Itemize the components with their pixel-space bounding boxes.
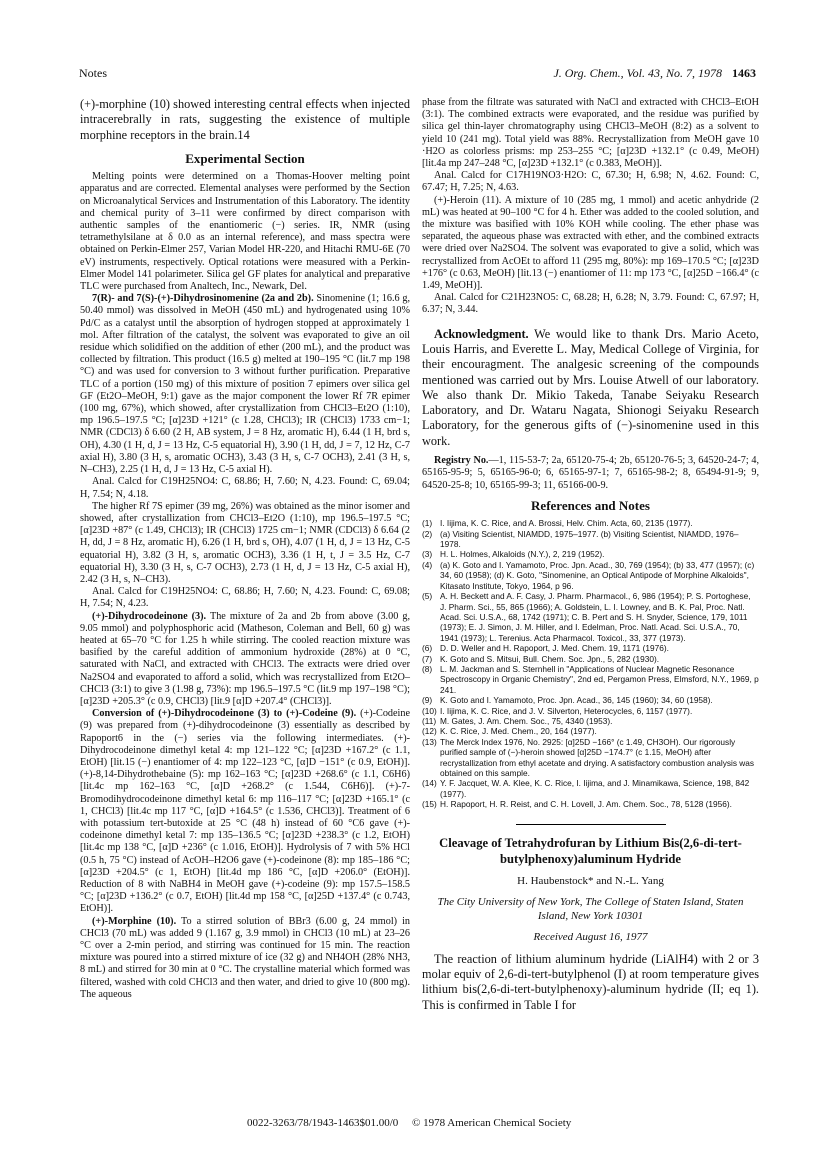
codeine-conversion-body: (+)-Codeine (9) was prepared from (+)-dihydrocodeinone (3) essentially as described by Rapoport6 in the (−) series via the following intermediates. (+)-Dihydrocodeinone dimethyl ketal 4: mp 121–122 °C; [α]23D +167.2° (c 1.1, EtOH) [lit.15 (−) enantiomer of 4: mp 122–123 °C, [α]D −151° (c 0.9, EtOH)]. (+)-8,14-Dihydrothebaine (5): mp 162–163 °C; [α]23D +268.6° (c 1.1, C6H6) [lit.4c mp 162–163 °C, [α]D +268.2° (c 1.544, C6H6)]. (+)-7-Bromodihydrocodeinone dimethyl ketal 6: mp 116–117 °C; [α]23D +165.1° (c 1, CHCl3) [lit.4c mp 117 °C, [α]D +164.5° (c 1.536, CHCl3)]. Treatment of 6 with potassium tert-butoxide at 25 °C (48 h) instead of 60 °C6 gave (+)-codeinone dimethyl ketal 7: mp 135–136.5 °C; [α]23D +238.3° (c 1.2, EtOH) [lit.4c mp 138 °C, [α]D +236° (c 1.016, EtOH)]. Hydrolysis of 7 with 5% HCl (0.5 h, 75 °C) instead of AcOH–H2O6 gave (+)-codeinone (8): mp 185–186 °C; [α]23D +204.5° (c 1, EtOH) [lit.4d mp 186 °C, [α]D +206.0° (EtOH)]. Reduction of 8 with NaBH4 in MeOH gave (+)-codeine (9): mp 157.5–158.5 °C; [α]23D +136.2° (c 0.7, EtOH) [lit.4d mp 158 °C, [α]25D +137.4° (c 0.743, EtOH)]. [80,708,410,915]
analysis-11: Anal. Calcd for C21H23NO5: C, 68.28; H, 6.28; N, 3.79. Found: C, 67.97; H, 6.37; N, 3.44. [422,292,759,316]
reference-text: H. Rapoport, H. R. Reist, and C. H. Lovell, J. Am. Chem. Soc., 78, 5128 (1956). [440,799,732,810]
next-article-received: Received August 16, 1977 [533,930,648,943]
page-number: 1463 [732,66,756,80]
reference-item [422,549,759,559]
left-column [80,97,410,1001]
reference-text: M. Gates, J. Am. Chem. Soc., 75, 4340 (1953). [440,715,613,726]
acknowledgment-paragraph [422,327,759,449]
right-column [422,97,759,1013]
analysis-2a: Anal. Calcd for C19H25NO4: C, 68.86; H, 7.60; N, 4.23. Found: C, 69.04; H, 7.54; N, 4.18. [80,476,410,500]
reference-item [422,716,759,726]
reference-number: (7) [422,653,433,664]
reference-text: D. D. Weller and H. Rapoport, J. Med. Chem. 19, 1171 (1976). [440,643,669,654]
acknowledgment-body: We would like to thank Drs. Mario Aceto, Louis Harris, and Everette L. May, Medical College of Virginia, for their encouragment. The analgesic screening of the compounds mentioned was carried out by Mrs. Louise Atwell of our laboratory. We also thank Dr. Mikio Takeda, Tanabe Seiyaku Research Laboratory, and Dr. Wataru Nagata, Shionogi Seiyaku Research Laboratory, for the generous gifts of (−)-sinomenine used in this work. [422,326,759,448]
reference-number: (11) [422,715,437,726]
next-article-title: Cleavage of Tetrahydrofuran by Lithium Bis(2,6-di-tert-butylphenoxy)aluminum Hydride [439,835,742,866]
acknowledgment-title: Acknowledgment. [434,326,529,341]
reference-number: (1) [422,518,433,529]
reference-item [422,518,759,528]
registry-title: Registry No. [434,455,489,467]
reference-item [422,664,759,695]
reference-number: (5) [422,591,433,602]
codeine-conversion-paragraph [80,708,410,915]
reference-text: (a) Visiting Scientist, NIAMDD, 1975–1977. (b) Visiting Scientist, NIAMDD, 1976–1978. [440,528,739,550]
reference-text: Y. F. Jacquet, W. A. Klee, K. C. Rice, I. Iijima, and J. Minamikawa, Science, 198, 842 (1977). [440,778,750,799]
running-header-journal [553,66,756,81]
analysis-2b: Anal. Calcd for C19H25NO4: C, 68.86; H, 7.60; N, 4.23. Found: C, 69.08; H, 7.54; N, 4.23. [80,586,410,610]
reference-text: H. L. Holmes, Alkaloids (N.Y.), 2, 219 (1952). [440,549,605,560]
morphine-title: (+)-Morphine (10). [92,915,177,927]
morphine-body: To a stirred solution of BBr3 (6.00 g, 24 mmol) in CHCl3 (70 mL) was added 9 (1.167 g, 3.9 mmol) in CHCl3 (10 mL) at 23–26 °C over a 2-min period, and stirring was continued for 15 min. The reaction mixture was poured into a stirred mixture of ice (32 g) and NH4OH (28% NH3, 8 mL) and stirred for 30 min at 0 °C. The crystalline material which formed was filtered, washed with cold CHCl3 and then water, and dried to give 10 (800 mg). The aqueous [80,915,410,1000]
dihydrocodeinone-paragraph [80,611,410,709]
reference-item [422,726,759,736]
references-list [422,518,759,809]
dihydrocodeinone-body: The mixture of 2a and 2b from above (3.00 g, 9.05 mmol) and polyphosphoric acid (Matheson, Coleman and Bell, 60 g) was heated at 65–70 °C for 1.25 h while stirring. The cooled reaction mixture was basified by the careful addition of ammonium hydroxide (28%) at 0 °C, saturated with NaCl, and extracted with CHCl3. The extracts were dried over Na2SO4 and evaporated to afford a solid, which was recrystallized from Et2O–CHCl3 (3:1) to give 3 (1.98 g, 73%): mp 196.5–197.5 °C (lit.9 mp 197–198 °C); [α]23D +205.3° (c 0.9, CHCl3) [lit.9 [α]D +207.4° (CHCl3)]. [80,610,410,707]
reference-text: The Merck Index 1976, No. 2925: [α]25D −166° (c 1.49, CH3OH). Our rigorously purified sample of (−)-heroin showed [α]25D −174.7° (c 1.15, MeOH) after recrystallization from ethyl acetate and drying. A satisfactory combustion analysis was obtained on this sample. [440,736,755,778]
reference-item [422,560,759,591]
reference-text: (a) K. Goto and I. Yamamoto, Proc. Jpn. Acad., 30, 769 (1954); (b) 33, 477 (1957); (c) 34, 60 (1958); (d) K. Goto, "Sinomenine, an Optical Antipode of Morphine Alkaloids", Kitasato Institute, Tokyo, 1964, p 96. [440,559,755,591]
heroin-paragraph: (+)-Heroin (11). A mixture of 10 (285 mg, 1 mmol) and acetic anhydride (2 mL) was heated at 90–100 °C for 4 h. Ether was added to the cooled solution, and the mixture was basified with 10% KOH while cooling. The ether phase was separated, the aqueous phase was extracted with ether, and the combined extracts were dried over Na2SO4. The solvent was evaporated to give a solid, which was recrystallized from AcOEt to afford 11 (295 mg, 80%): mp 169–170.5 °C; [α]23D +176° (c 0.63, MeOH) [lit.13 (−) enantiomer of 11: mp 173 °C, [α]25D −166.4° (c 1.49, MeOH)]. [422,194,759,292]
reference-text: K. Goto and S. Mitsui, Bull. Chem. Soc. Jpn., 5, 282 (1930). [440,653,660,664]
footer-copyright: © 1978 American Chemical Society [412,1117,572,1129]
reference-item [422,737,759,779]
reference-text: K. Goto and I. Yamamoto, Proc. Jpn. Acad., 36, 145 (1960); 34, 60 (1958). [440,695,713,706]
reference-number: (10) [422,705,437,716]
reference-item [422,654,759,664]
reference-item [422,799,759,809]
dihydrocodeinone-title: (+)-Dihydrocodeinone (3). [92,610,207,622]
reference-number: (8) [422,663,433,674]
epimer-7s-paragraph: The higher Rf 7S epimer (39 mg, 26%) was obtained as the minor isomer and showed, after crystallization from CHCl3–Et2O (1:10), mp 196.5–197.5 °C; [α]23D +87° (c 1.49, CHCl3); IR (CHCl3) 1725 cm−1; NMR (CDCl3) δ 6.64 (2 H, dd, J = 8 Hz, aromatic H), 6.26 (1 H, brd s, OH), 4.07 (1 H, d, J = 13 Hz, C-5 equatorial H), 3.82 (3 H, s, aromatic OCH3), 3.36 (1 H, t, J = 3.5 Hz, C-7 equatorial H), 3.30 (3 H, s, C-7 OCH3), 2.73 (1 H, d, J = 13 Hz, C-5 axial H), 2.42 (3 H, s, N–CH3). [80,500,410,585]
morphine-paragraph [80,916,410,1001]
references-heading: References and Notes [531,498,650,514]
dihydrosinomenine-title: 7(R)- and 7(S)-(+)-Dihydrosinomenine (2a and 2b). [92,293,314,305]
reference-text: A. H. Beckett and A. F. Casy, J. Pharm. Pharmacol., 6, 986 (1954); P. S. Portoghese, J. Pharm. Sci., 55, 865 (1966); A. Goldstein, L. I. Lowney, and B. K. Pal, Proc. Natl. Acad. Sci. U.S.A., 68, 1742 (1971); C. B. Pert and S. H. Snyder, Science, 179, 1011 (1973); E. J. Simon, J. M. Hiller, and I. Edelman, Proc. Natl. Acad. Sci. U.S.A., 70, 1941 (1973); L. Terenius. Acta Pharmacol. Toxicol., 33, 377 (1973). [440,591,751,643]
reference-item [422,529,759,550]
reference-number: (9) [422,695,433,706]
reference-number: (3) [422,549,433,560]
reference-item [422,643,759,653]
article-divider [516,824,666,825]
reference-item [422,778,759,799]
registry-body: —1, 115-53-7; 2a, 65120-75-4; 2b, 65120-76-5; 3, 64520-24-7; 4, 65165-95-9; 5, 65165-96-0; 6, 65165-97-1; 7, 65165-98-2; 8, 65494-91-9; 9, 64520-25-8; 10, 65165-99-3; 11, 65166-00-9. [422,455,759,491]
next-article-body: The reaction of lithium aluminum hydride (LiAlH4) with 2 or 3 molar equiv of 2,6-di-tert-butylphenol (I) at room temperature gives lithium bis(2,6-di-tert-butylphenoxy)-aluminum hydride (II; eq 1). This is confirmed in Table I for [422,951,759,1012]
reference-text: I. Iijima, K. C. Rice, and A. Brossi, Helv. Chim. Acta, 60, 2135 (1977). [440,518,693,529]
reference-item [422,695,759,705]
footer-code: 0022-3263/78/1943-1463$01.00/0 [247,1117,399,1129]
reference-item [422,591,759,643]
general-methods-paragraph: Melting points were determined on a Thomas-Hoover melting point apparatus and are corrected. Elemental analyses were performed by the Section on Microanalytical Services and Instrumentation of this Laboratory. The identity and chemical purity of 3–11 were confirmed by direct comparison with authentic samples of the enantiomeric (−) series. IR, NMR (using tetramethylsilane at δ 0.0 as an internal reference), and mass spectra were obtained on Perkin-Elmer 257, Varian Model HR-220, and Hitachi RMU-6E (70 eV) instruments, respectively. Optical rotations were measured with a Perkin-Elmer Model 141 polarimeter. Silica gel GF plates for analytical and preparative TLC were purchased from Analtech, Inc., Newark, Del. [80,171,410,293]
intro-paragraph: (+)-morphine (10) showed interesting central effects when injected intracerebrally in rats, suggesting the existence of multiple morphine receptors in the brain.14 [80,97,410,142]
running-header-section: Notes [79,66,107,80]
reference-number: (14) [422,778,437,789]
dihydrosinomenine-paragraph [80,293,410,476]
reference-number: (12) [422,726,437,737]
reference-text: I. Iijima, K. C. Rice, and J. V. Silverton, Heterocycles, 6, 1157 (1977). [440,705,693,716]
reference-text: K. C. Rice, J. Med. Chem., 20, 164 (1977). [440,726,597,737]
next-article-authors: H. Haubenstock* and N.-L. Yang [517,874,664,887]
reference-text: L. M. Jackman and S. Sternhell in "Applications of Nuclear Magnetic Resonance Spectroscopy in Organic Chemistry", 2nd ed, Pergamon Press, Elmsford, N.Y., 1969, p 241. [440,663,759,695]
registry-paragraph [422,455,759,492]
reference-number: (15) [422,799,437,810]
reference-number: (4) [422,559,433,570]
codeine-conversion-title: Conversion of (+)-Dihydrocodeinone (3) to (+)-Codeine (9). [92,708,357,720]
dihydrosinomenine-body: Sinomenine (1; 16.6 g, 50.40 mmol) was dissolved in MeOH (450 mL) and hydrogenated using 10% Pd/C as a catalyst until the absorption of hydrogen stopped at approximately 1 mol. After filtration of the catalyst, the solvent was evaporated to give an oil residue which solidified on the addition of ether (200 mL), and the product was collected by filtration. This product (16.5 g) melted at 190–195 °C (lit.7 mp 198 °C) and was used for conversion to 3 without further purification. Preparative TLC of a portion (150 mg) of this mixture of position 7 epimers over silica gel GF (Et2O–MeOH, 9:1) gave as the major component the lower Rf 7R epimer (100 mg, 67%), which showed, after crystallization from CHCl3–Et2O (1:10), mp 196.5–197.5 °C; [α]23D +121° (c 1.28, CHCl3); IR (CHCl3) 1733 cm−1; NMR (CDCl3) δ 6.60 (2 H, AB system, J = 8 Hz, aromatic H), 6.44 (1 H, brd s, OH), 4.30 (1 H, d, J = 13 Hz, C-5 equatorial H), 3.90 (1 H, dd, J = 7, 12 Hz, C-7 axial H), 3.80 (3 H, s, aromatic OCH3), 3.43 (3 H, s, C-7 OCH3), 2.41 (3 H, s, N–CH3), 2.25 (1 H, d, J = 13 Hz, C-5 axial H). [80,293,410,476]
journal-citation: J. Org. Chem., Vol. 43, No. 7, 1978 [553,66,722,80]
experimental-heading: Experimental Section [185,151,305,167]
analysis-10: Anal. Calcd for C17H19NO3·H2O: C, 67.30; H, 6.98; N, 4.62. Found: C, 67.47; H, 7.25; N, 4.63. [422,170,759,194]
morphine-continued: phase from the filtrate was saturated with NaCl and extracted with CHCl3–EtOH (3:1). The combined extracts were evaporated, and the residue was purified by silica gel thin-layer chromatography using CHCl3–MeOH (8:2) as a solvent to yield 10 (241 mg). Total yield was 88%. Recrystallization from MeOH gave 10 ·H2O as colorless prisms: mp 253–255 °C; [α]23D +132.1° (c 0.49, MeOH) [lit.4a mp 247–248 °C, [α]23D +132.1° (c 0.383, MeOH)]. [422,97,759,170]
reference-number: (2) [422,528,433,539]
reference-number: (6) [422,643,433,654]
reference-item [422,706,759,716]
next-article-affiliation: The City University of New York, The College of Staten Island, Staten Island, New York 10301 [437,895,744,922]
reference-number: (13) [422,736,437,747]
